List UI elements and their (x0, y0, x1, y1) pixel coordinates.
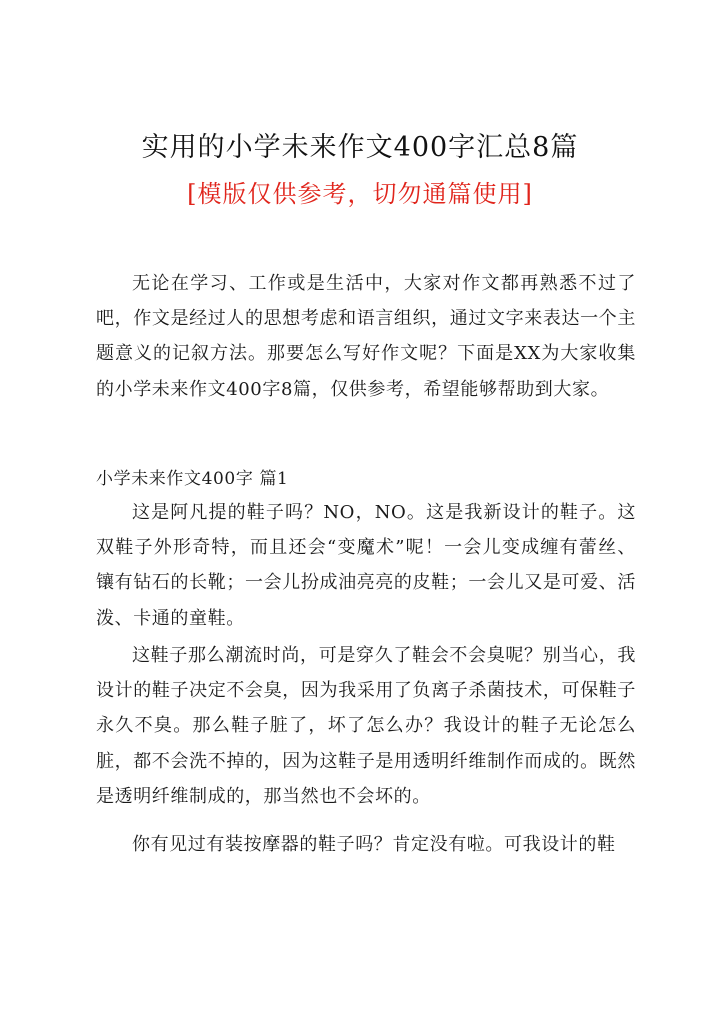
body-paragraph-1: 这是阿凡提的鞋子吗？NO，NO。这是我新设计的鞋子。这双鞋子外形奇特，而且还会“变魔术”呢！一会儿变成缠有蕾丝、镶有钻石的长靴；一会儿扮成油亮亮的皮鞋；一会儿又是可爱、活泼、卡通的童鞋。 (96, 502, 636, 629)
document-title: 实用的小学未来作文400字汇总8篇 (141, 132, 579, 163)
section-heading: 小学未来作文400字 篇1 (96, 469, 289, 489)
intro-paragraph: 无论在学习、工作或是生活中，大家对作文都再熟悉不过了吧，作文是经过人的思想考虑和语言组织，通过文字来表达一个主题意义的记叙方法。那要怎么写好作文呢？下面是XX为大家收集的小学未来作文400字8篇，仅供参考，希望能够帮助到大家。 (96, 273, 636, 400)
body-paragraph-2: 这鞋子那么潮流时尚，可是穿久了鞋会不会臭呢？别当心，我设计的鞋子决定不会臭，因为我采用了负离子杀菌技术，可保鞋子永久不臭。那么鞋子脏了，坏了怎么办？我设计的鞋子无论怎么脏，都不会洗不掉的，因为这鞋子是用透明纤维制作而成的。既然是透明纤维制成的，那当然也不会坏的。 (96, 645, 636, 807)
template-disclaimer: [模版仅供参考，切勿通篇使用] (187, 180, 533, 208)
body-paragraph-3: 你有见过有装按摩器的鞋子吗？肯定没有啦。可我设计的鞋 (132, 834, 616, 855)
